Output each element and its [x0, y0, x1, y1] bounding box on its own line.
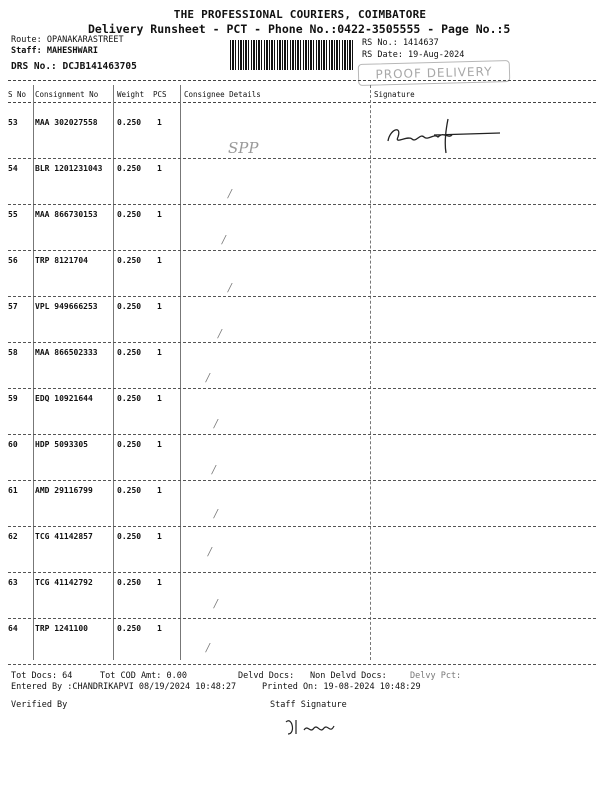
row-sno: 54	[8, 164, 18, 173]
verified-by-label: Verified By	[11, 700, 68, 710]
row-weight: 0.250	[117, 578, 142, 587]
handwritten-mark: /	[212, 463, 216, 476]
row-sno: 61	[8, 486, 18, 495]
row-sno: 53	[8, 118, 18, 127]
runsheet-subtitle: Delivery Runsheet - PCT - Phone No.:0422-3505555 - Page No.:5	[88, 22, 511, 36]
table-row	[0, 297, 600, 343]
header-bottom-rule	[8, 102, 596, 103]
row-sno: 58	[8, 348, 18, 357]
table-row	[0, 159, 600, 205]
handwritten-mark: /	[208, 545, 212, 558]
table-row	[0, 481, 600, 527]
document-title: THE PROFESSIONAL COURIERS, COIMBATORE	[173, 8, 427, 21]
col-header-weight: Weight	[117, 90, 145, 99]
delivery-percentage: Delvy Pct:	[410, 671, 462, 681]
table-row	[0, 573, 600, 619]
row-consignment: MAA 302027558	[35, 118, 98, 127]
total-cod-amount: Tot COD Amt: 0.00	[100, 671, 187, 681]
row-pcs: 1	[157, 440, 162, 449]
proof-delivery-stamp: PROOF DELIVERY	[358, 60, 511, 86]
row-consignment: TRP 8121704	[35, 256, 88, 265]
route-label: Route: OPANAKARASTREET	[11, 35, 124, 45]
delivered-docs: Delvd Docs:	[238, 671, 295, 681]
handwritten-mark: /	[228, 187, 232, 200]
row-pcs: 1	[157, 578, 162, 587]
entered-by: Entered By :CHANDRIKAPVI 08/19/2024 10:48:27	[11, 682, 237, 692]
table-row	[0, 619, 600, 665]
non-delivered-docs: Non Delvd Docs:	[310, 671, 387, 681]
row-weight: 0.250	[117, 348, 142, 357]
row-consignment: EDQ 10921644	[35, 394, 93, 403]
row-consignment: AMD 29116799	[35, 486, 93, 495]
handwritten-mark: /	[214, 507, 218, 520]
row-weight: 0.250	[117, 302, 142, 311]
handwritten-mark: SPP	[228, 139, 259, 157]
handwritten-mark: /	[214, 597, 218, 610]
row-weight: 0.250	[117, 256, 142, 265]
row-consignment: TRP 1241100	[35, 624, 88, 633]
row-pcs: 1	[157, 486, 162, 495]
row-pcs: 1	[157, 256, 162, 265]
row-weight: 0.250	[117, 532, 142, 541]
drs-number: DRS No.: DCJB141463705	[11, 61, 137, 72]
row-weight: 0.250	[117, 624, 142, 633]
table-row	[0, 251, 600, 297]
table-row	[0, 343, 600, 389]
row-consignment: BLR 1201231043	[35, 164, 103, 173]
handwritten-mark: /	[222, 233, 226, 246]
row-sno: 62	[8, 532, 18, 541]
table-row	[0, 435, 600, 481]
barcode	[230, 40, 355, 70]
row-consignment: TCG 41142792	[35, 578, 93, 587]
row-consignment: VPL 949666253	[35, 302, 98, 311]
row-consignment: TCG 41142857	[35, 532, 93, 541]
row-sno: 60	[8, 440, 18, 449]
handwritten-mark: /	[214, 417, 218, 430]
row-sno: 57	[8, 302, 18, 311]
row-sno: 56	[8, 256, 18, 265]
handwritten-mark: /	[206, 371, 210, 384]
row-consignment: HDP 5093305	[35, 440, 88, 449]
staff-signature-scribble	[282, 712, 352, 740]
col-header-consignment: Consignment No	[35, 90, 99, 99]
table-row	[0, 205, 600, 251]
row-pcs: 1	[157, 348, 162, 357]
table-row	[0, 113, 600, 159]
row-pcs: 1	[157, 394, 162, 403]
table-row	[0, 527, 600, 573]
row-pcs: 1	[157, 532, 162, 541]
row-weight: 0.250	[117, 118, 142, 127]
row-sno: 59	[8, 394, 18, 403]
rs-number: RS No.: 1414637	[362, 38, 439, 48]
row-weight: 0.250	[117, 440, 142, 449]
total-docs: Tot Docs: 64	[11, 671, 73, 681]
handwritten-mark: /	[206, 641, 210, 654]
row-pcs: 1	[157, 210, 162, 219]
row-pcs: 1	[157, 118, 162, 127]
col-header-consignee: Consignee Details	[184, 90, 261, 99]
header-top-rule	[8, 80, 596, 81]
row-consignment: MAA 866502333	[35, 348, 98, 357]
row-sno: 63	[8, 578, 18, 587]
row-separator	[8, 664, 596, 665]
staff-signature-label: Staff Signature	[270, 700, 347, 710]
printed-on: Printed On: 19-08-2024 10:48:29	[262, 682, 421, 692]
staff-label: Staff: MAHESHWARI	[11, 46, 98, 56]
signature-scribble	[382, 115, 502, 157]
row-sno: 55	[8, 210, 18, 219]
row-weight: 0.250	[117, 164, 142, 173]
row-consignment: MAA 866730153	[35, 210, 98, 219]
rs-date: RS Date: 19-Aug-2024	[362, 50, 465, 60]
handwritten-mark: /	[228, 281, 232, 294]
row-sno: 64	[8, 624, 18, 633]
row-weight: 0.250	[117, 394, 142, 403]
row-pcs: 1	[157, 164, 162, 173]
row-weight: 0.250	[117, 210, 142, 219]
row-pcs: 1	[157, 302, 162, 311]
table-row	[0, 389, 600, 435]
col-header-pcs: PCS	[153, 90, 167, 99]
row-pcs: 1	[157, 624, 162, 633]
row-weight: 0.250	[117, 486, 142, 495]
col-header-sno: S No	[8, 90, 27, 99]
col-header-signature: Signature	[374, 90, 415, 99]
handwritten-mark: /	[218, 327, 222, 340]
